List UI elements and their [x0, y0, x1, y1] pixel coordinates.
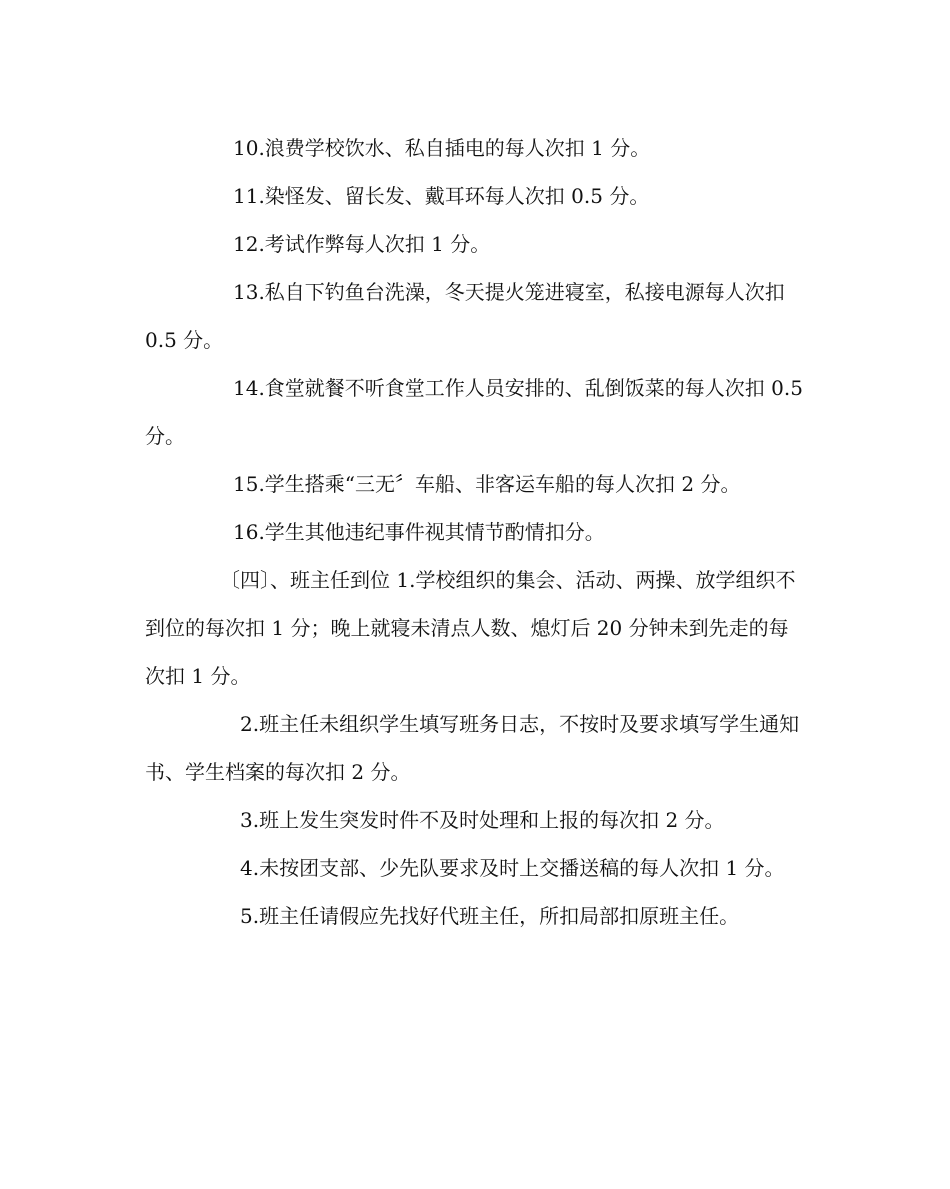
rule-paragraph-10: 10.浪费学校饮水、私自插电的每人次扣 1 分。: [233, 136, 651, 160]
rule-paragraph-15: 15.学生搭乘“三无〞车船、非客运车船的每人次扣 2 分。: [233, 472, 741, 496]
document-body: [145, 124, 805, 940]
rule-paragraph-12: 12.考试作弊每人次扣 1 分。: [233, 232, 491, 256]
rule-paragraph-16: 16.学生其他违纪事件视其情节酌情扣分。: [233, 520, 605, 544]
homeroom-rule-2: 2.班主任未组织学生填写班务日志，不按时及要求填写学生通知书、学生档案的每次扣 2 分。: [145, 712, 800, 784]
section-four-paragraph: 〔四〕、班主任到位 1.学校组织的集会、活动、两操、放学组织不到位的每次扣 1 分；晚上就寝未清点人数、熄灯后 20 分钟未到先走的每次扣 1 分。: [145, 568, 796, 688]
rule-paragraph-11: 11.染怪发、留长发、戴耳环每人次扣 0.5 分。: [233, 184, 650, 208]
rule-paragraph-13: 13.私自下钓鱼台洗澡，冬天提火笼进寝室，私接电源每人次扣 0.5 分。: [145, 280, 785, 352]
rule-paragraph-14: 14.食堂就餐不听食堂工作人员安排的、乱倒饭菜的每人次扣 0.5 分。: [145, 376, 803, 448]
homeroom-rule-5: 5.班主任请假应先找好代班主任，所扣局部扣原班主任。: [240, 904, 740, 928]
homeroom-rule-4: 4.未按团支部、少先队要求及时上交播送稿的每人次扣 1 分。: [240, 856, 785, 880]
homeroom-rule-3: 3.班上发生突发时件不及时处理和上报的每次扣 2 分。: [240, 808, 725, 832]
